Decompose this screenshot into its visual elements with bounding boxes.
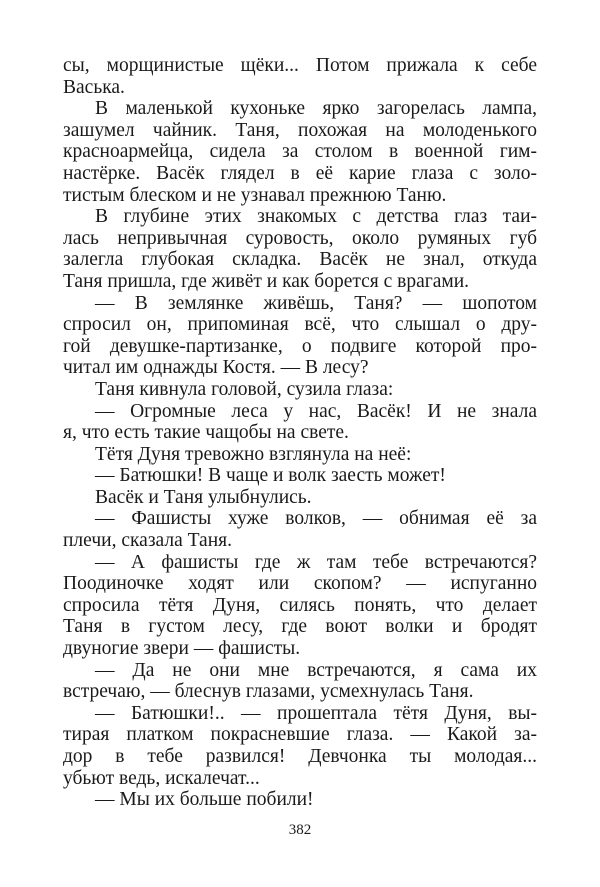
paragraph [63, 293, 537, 379]
text-line: спросил он, припоминая всё, что слышал о дру- [63, 314, 537, 336]
paragraph [63, 552, 537, 660]
text-line: Васька. [63, 76, 125, 98]
paragraph [63, 660, 537, 703]
text-line: убьют ведь, искалечат... [63, 767, 260, 789]
text-line: настёрке. Васёк глядел в её карие глаза с золо- [63, 162, 537, 184]
text-line: залегла глубокая складка. Васёк не знал, откуда [63, 249, 537, 271]
text-line: лась непривычная суровость, около румяных губ [63, 227, 537, 249]
paragraph [63, 487, 537, 509]
text-line: В маленькой кухоньке ярко загорелась лампа, [95, 98, 537, 120]
text-line: Таня кивнула головой, сузила глаза: [95, 378, 394, 400]
text-line: Таня в густом лесу, где воют волки и бродят [63, 616, 537, 638]
text-line: Поодиночке ходят или скопом? — испуганно [63, 573, 537, 595]
text-line: — Батюшки! В чаще и волк заесть может! [95, 465, 446, 487]
paragraph [63, 789, 537, 811]
text-line: зашумел чайник. Таня, похожая на молоденького [63, 119, 537, 141]
text-line: — Огромные леса у нас, Васёк! И не знала [95, 400, 537, 422]
text-line: В глубине этих знакомых с детства глаз таи- [95, 206, 537, 228]
paragraph [63, 465, 537, 487]
page-number: 382 [288, 822, 312, 838]
paragraph [63, 55, 537, 98]
text-line: тистым блеском и не узнавал прежнюю Таню. [63, 184, 447, 206]
text-line: — А фашисты где ж там тебе встречаются? [95, 551, 537, 573]
text-line: я, что есть такие чащобы на свете. [63, 422, 349, 444]
text-line: гой девушке-партизанке, о подвиге которой про- [63, 335, 537, 357]
paragraph [63, 379, 537, 401]
text-line: читал им однажды Костя. — В лесу? [63, 357, 369, 379]
text-line: сы, морщинистые щёки... Потом прижала к себе [63, 55, 537, 76]
paragraph [63, 444, 537, 466]
text-line: Тётя Дуня тревожно взглянула на неё: [95, 443, 412, 465]
text-line: — Мы их больше побили! [95, 789, 314, 811]
text-line: Васёк и Таня улыбнулись. [95, 486, 312, 508]
text-line: — Батюшки!.. — прошептала тётя Дуня, вы- [95, 702, 537, 724]
text-line: встречаю, — блеснув глазами, усмехнулась Таня. [63, 681, 474, 703]
text-line: двуногие звери — фашисты. [63, 638, 301, 660]
paragraph [63, 703, 537, 789]
text-line: Таня пришла, где живёт и как борется с врагами. [63, 270, 470, 292]
paragraph [63, 508, 537, 551]
text-line: дор в тебе развился! Девчонка ты молодая... [63, 746, 537, 767]
text-line: — В землянке живёшь, Таня? — шопотом [95, 292, 537, 314]
text-line: тирая платком покрасневшие глаза. — Какой за- [63, 724, 537, 746]
text-line: — Да не они мне встречаются, я сама их [95, 659, 537, 681]
text-line: плечи, сказала Таня. [63, 530, 232, 552]
text-line: спросила тётя Дуня, силясь понять, что делает [63, 594, 537, 616]
paragraph [63, 98, 537, 206]
paragraph [63, 401, 537, 444]
paragraph [63, 206, 537, 292]
book-page-text [63, 55, 537, 811]
text-line: красноармейца, сидела за столом в военной гим- [63, 141, 537, 163]
text-line: — Фашисты хуже волков, — обнимая её за [95, 508, 537, 530]
